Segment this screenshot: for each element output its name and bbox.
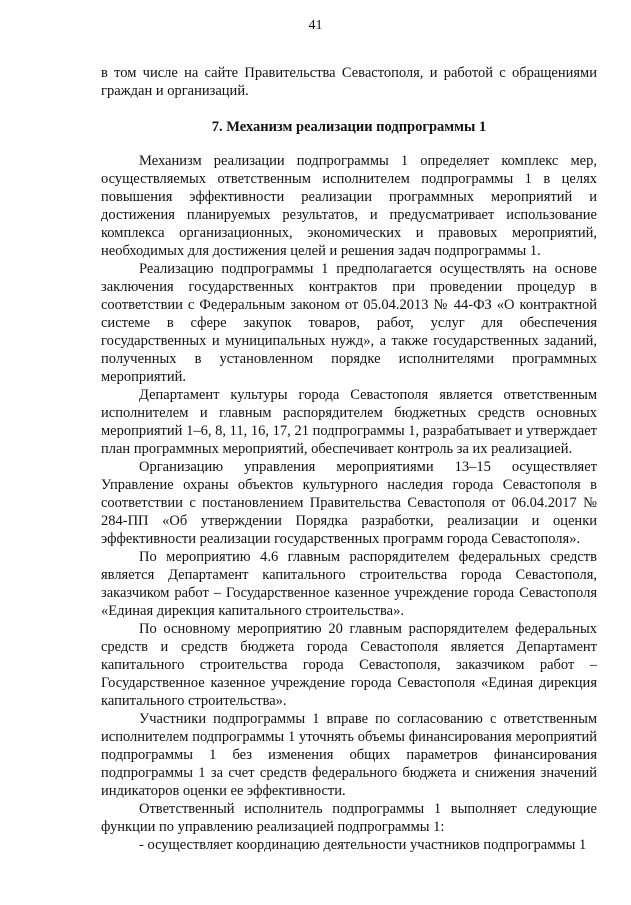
paragraph-contracts: Реализацию подпрограммы 1 предполагается осуществлять на основе заключения государственных контрактов при проведении процедур в соответствии с Федеральным законом от 05.04.2013 № 44-ФЗ «О контрактной системе в сфере закупок товаров, работ, услуг для обеспечения государственных и муниципальных нужд», а также государственных заданий, полученных в установленном порядке исполнителями программных мероприятий. [101,261,597,385]
list-item: - осуществляет координацию деятельности участников подпрограммы 1 [139,837,587,853]
section-heading: 7. Механизм реализации подпрограммы 1 [211,119,487,135]
paragraph-measure-20: По основному мероприятию 20 главным распорядителем федеральных средств и средств бюджета города Севастополя является Департамент капитального строительства города Севастополя, заказчиком работ – Государственное казенное учреждение города Севастополя «Единая дирекция капитального строительства». [101,621,597,709]
paragraph-participants: Участники подпрограммы 1 вправе по согласованию с ответственным исполнителем подпрограммы 1 уточнять объемы финансирования мероприятий подпрограммы 1 без изменения общих параметров финансирования подпрограммы 1 за счет средств федерального бюджета и снижения значений индикаторов оценки ее эффективности. [101,711,597,799]
page-content [101,64,597,854]
paragraph-heritage-management: Организацию управления мероприятиями 13–15 осуществляет Управление охраны объектов культурного наследия города Севастополя в соответствии с постановлением Правительства Севастополя от 06.04.2017 № 284-ПП «Об утверждении Порядка разработки, реализации и оценки эффективности реализации государственных программ города Севастополя». [101,459,597,547]
paragraph-executor-functions: Ответственный исполнитель подпрограммы 1 выполняет следующие функции по управлению реализацией подпрограммы 1: [101,801,597,835]
continuation-paragraph: в том числе на сайте Правительства Севастополя, и работой с обращениями граждан и организаций. [101,65,597,99]
paragraph-measure-4-6: По мероприятию 4.6 главным распорядителем федеральных средств является Департамент капитального строительства города Севастополя, заказчиком работ – Государственное казенное учреждение города Севастополя «Единая дирекция капитального строительства». [101,549,597,619]
paragraph-mechanism: Механизм реализации подпрограммы 1 определяет комплекс мер, осуществляемых ответственным исполнителем подпрограммы 1 в целях повышения эффективности реализации программных мероприятий и достижения планируемых результатов, и предусматривает использование комплекса организационных, экономических и правовых мероприятий, необходимых для достижения целей и решения задач подпрограммы 1. [101,153,597,259]
page-number: 41 [308,18,323,33]
paragraph-department-culture: Департамент культуры города Севастополя является ответственным исполнителем и главным распорядителем бюджетных средств основных мероприятий 1–6, 8, 11, 16, 17, 21 подпрограммы 1, разрабатывает и утверждает план программных мероприятий, обеспечивает контроль за их реализацией. [101,387,597,457]
